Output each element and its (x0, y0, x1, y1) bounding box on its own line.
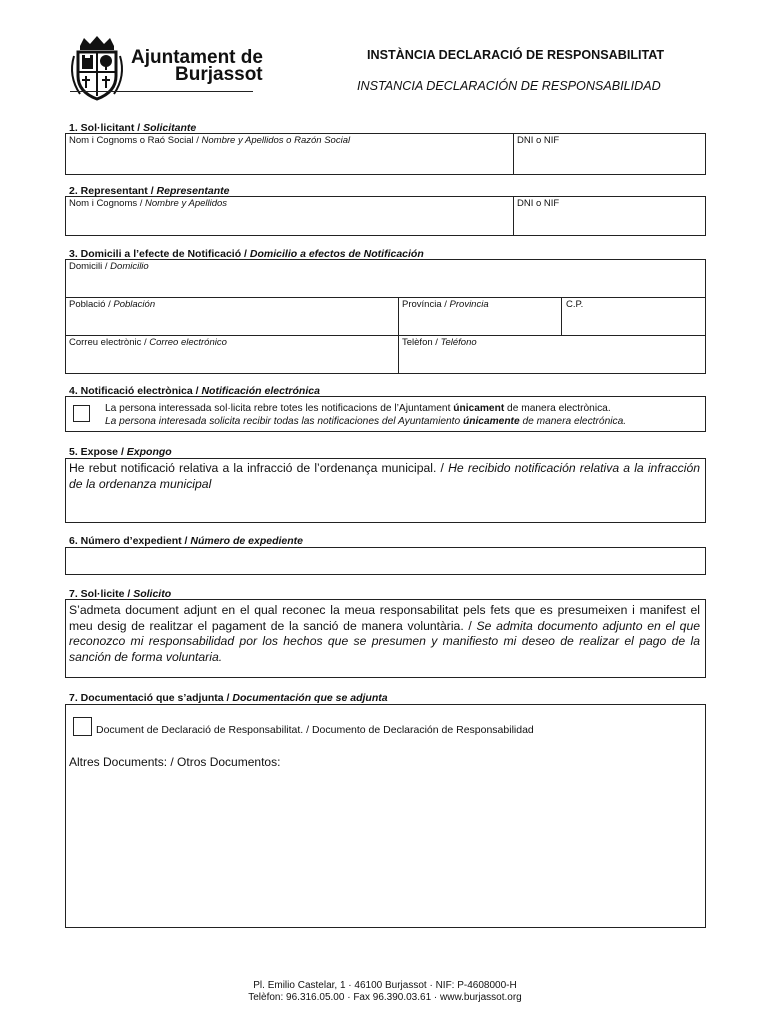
text-es: Se admita documento adjunto en el que reconozco mi responsabilidad por los hechos que se presumen y manifiesto mi deseo de realizar el pago de la sanción de forma voluntaria. (69, 618, 701, 664)
field-label-ca: Correu electrònic / (69, 337, 150, 348)
phone-field[interactable] (402, 337, 477, 348)
page-subtitle: INSTANCIA DECLARACIÓN DE RESPONSABILIDAD (357, 79, 661, 93)
declaration-document-label: Document de Declaració de Responsabilitat. / Documento de Declaración de Responsabilidad (96, 724, 534, 736)
divider (398, 297, 399, 374)
other-documents-label: Altres Documents: / Otros Documentos: (69, 755, 281, 769)
section-3-title-ca: 3. Domicili a l’efecte de Notificació / (69, 248, 250, 260)
section-2-title-ca: 2. Representant / (69, 185, 157, 197)
field-label-ca: Província / (402, 299, 450, 310)
logo-line1: Ajuntament de (131, 47, 263, 68)
section-5-title-ca: 5. Expose / (69, 446, 127, 458)
section-docs-title (69, 692, 388, 704)
address-box (65, 259, 706, 374)
representative-name-field[interactable] (69, 198, 227, 209)
text-ca: He rebut notificació relativa a la infracció de l’ordenança municipal. / (69, 461, 449, 475)
text-es: He recibido notificación relativa a la infracción de la ordenanza municipal (69, 461, 701, 491)
divider (513, 196, 514, 236)
declaration-document-checkbox[interactable] (73, 717, 92, 736)
e-notification-checkbox[interactable] (73, 405, 90, 422)
page-title: INSTÀNCIA DECLARACIÓ DE RESPONSABILITAT (367, 48, 665, 62)
field-label-es: Población (113, 299, 156, 310)
section-2-title-es: Representante (156, 185, 230, 197)
attachments-box (65, 704, 706, 928)
divider (513, 133, 514, 175)
applicant-name-field[interactable] (69, 135, 350, 146)
section-3-title-es: Domicilio a efectos de Notificación (249, 248, 424, 260)
field-label-ca: Telèfon / (402, 337, 441, 348)
section-6-title (69, 535, 303, 547)
footer-address: Pl. Emilio Castelar, 1 · 46100 Burjassot · NIF: P-4608000-H (253, 980, 517, 991)
field-label-es: Teléfono (440, 337, 477, 348)
field-label-es: Correo electrónico (149, 337, 227, 348)
applicant-dni-field[interactable]: DNI o NIF (517, 135, 560, 146)
section-4-title-ca: 4. Notificació electrònica / (69, 385, 202, 397)
field-label-es: Nombre y Apellidos o Razón Social (201, 135, 351, 146)
request-text (69, 603, 700, 665)
footer-contact: Telèfon: 96.316.05.00 · Fax 96.390.03.61 · www.burjassot.org (248, 992, 522, 1003)
section-4-title-es: Notificación electrónica (201, 385, 320, 397)
logo-underline (70, 91, 253, 92)
town-field[interactable] (69, 299, 155, 310)
section-7-title-ca: 7. Sol·licite / (69, 588, 134, 600)
text-emphasis: únicament (453, 403, 505, 414)
section-5-title (69, 446, 172, 458)
divider (65, 335, 706, 336)
postal-code-field[interactable]: C.P. (566, 299, 584, 310)
text-fragment: La persona interessada sol·licita rebre totes les notificacions de l’Ajuntament (105, 403, 454, 414)
file-number-input[interactable] (65, 547, 706, 575)
divider (65, 297, 706, 298)
text-emphasis: únicamente (463, 416, 520, 427)
section-6-title-ca: 6. Número d’expedient / (69, 535, 191, 547)
field-label-ca: Nom i Cognoms / (69, 198, 146, 209)
email-field[interactable] (69, 337, 227, 348)
field-label-es: Domicilio (110, 261, 149, 272)
section-5-title-es: Expongo (126, 446, 172, 458)
text-fragment: de manera electrónica. (519, 416, 627, 427)
e-notification-text-es (105, 416, 626, 427)
province-field[interactable] (402, 299, 489, 310)
section-docs-title-es: Documentación que se adjunta (232, 692, 388, 704)
field-label-ca: Domicili / (69, 261, 111, 272)
field-label-ca: Població / (69, 299, 114, 310)
field-label-ca: Nom i Cognoms o Raó Social / (69, 135, 202, 146)
text-fragment: de manera electrònica. (504, 403, 611, 414)
logo-line2: Burjassot (175, 64, 263, 85)
text-fragment: La persona interesada solicita recibir todas las notificaciones del Ayuntamiento (105, 416, 463, 427)
section-6-title-es: Número de expediente (190, 535, 303, 547)
representative-dni-field[interactable]: DNI o NIF (517, 198, 560, 209)
field-label-es: Nombre y Apellidos (145, 198, 228, 209)
expose-text (69, 461, 700, 492)
section-docs-title-ca: 7. Documentació que s’adjunta / (69, 692, 233, 704)
domicile-field[interactable] (69, 261, 149, 272)
section-1-title-ca: 1. Sol·licitant / (69, 122, 144, 134)
divider (561, 297, 562, 335)
text-ca: S’admeta document adjunt en el qual reconec la meua responsabilitat pels fets que es presumeixen i manifest el meu desig de realitzar el pagament de la sanció de manera voluntària. / (69, 603, 700, 633)
field-label-es: Provincia (449, 299, 489, 310)
coat-of-arms-icon (66, 36, 128, 102)
e-notification-text-ca (105, 403, 611, 414)
section-7-title-es: Solicito (133, 588, 172, 600)
section-1-title-es: Solicitante (143, 122, 197, 134)
